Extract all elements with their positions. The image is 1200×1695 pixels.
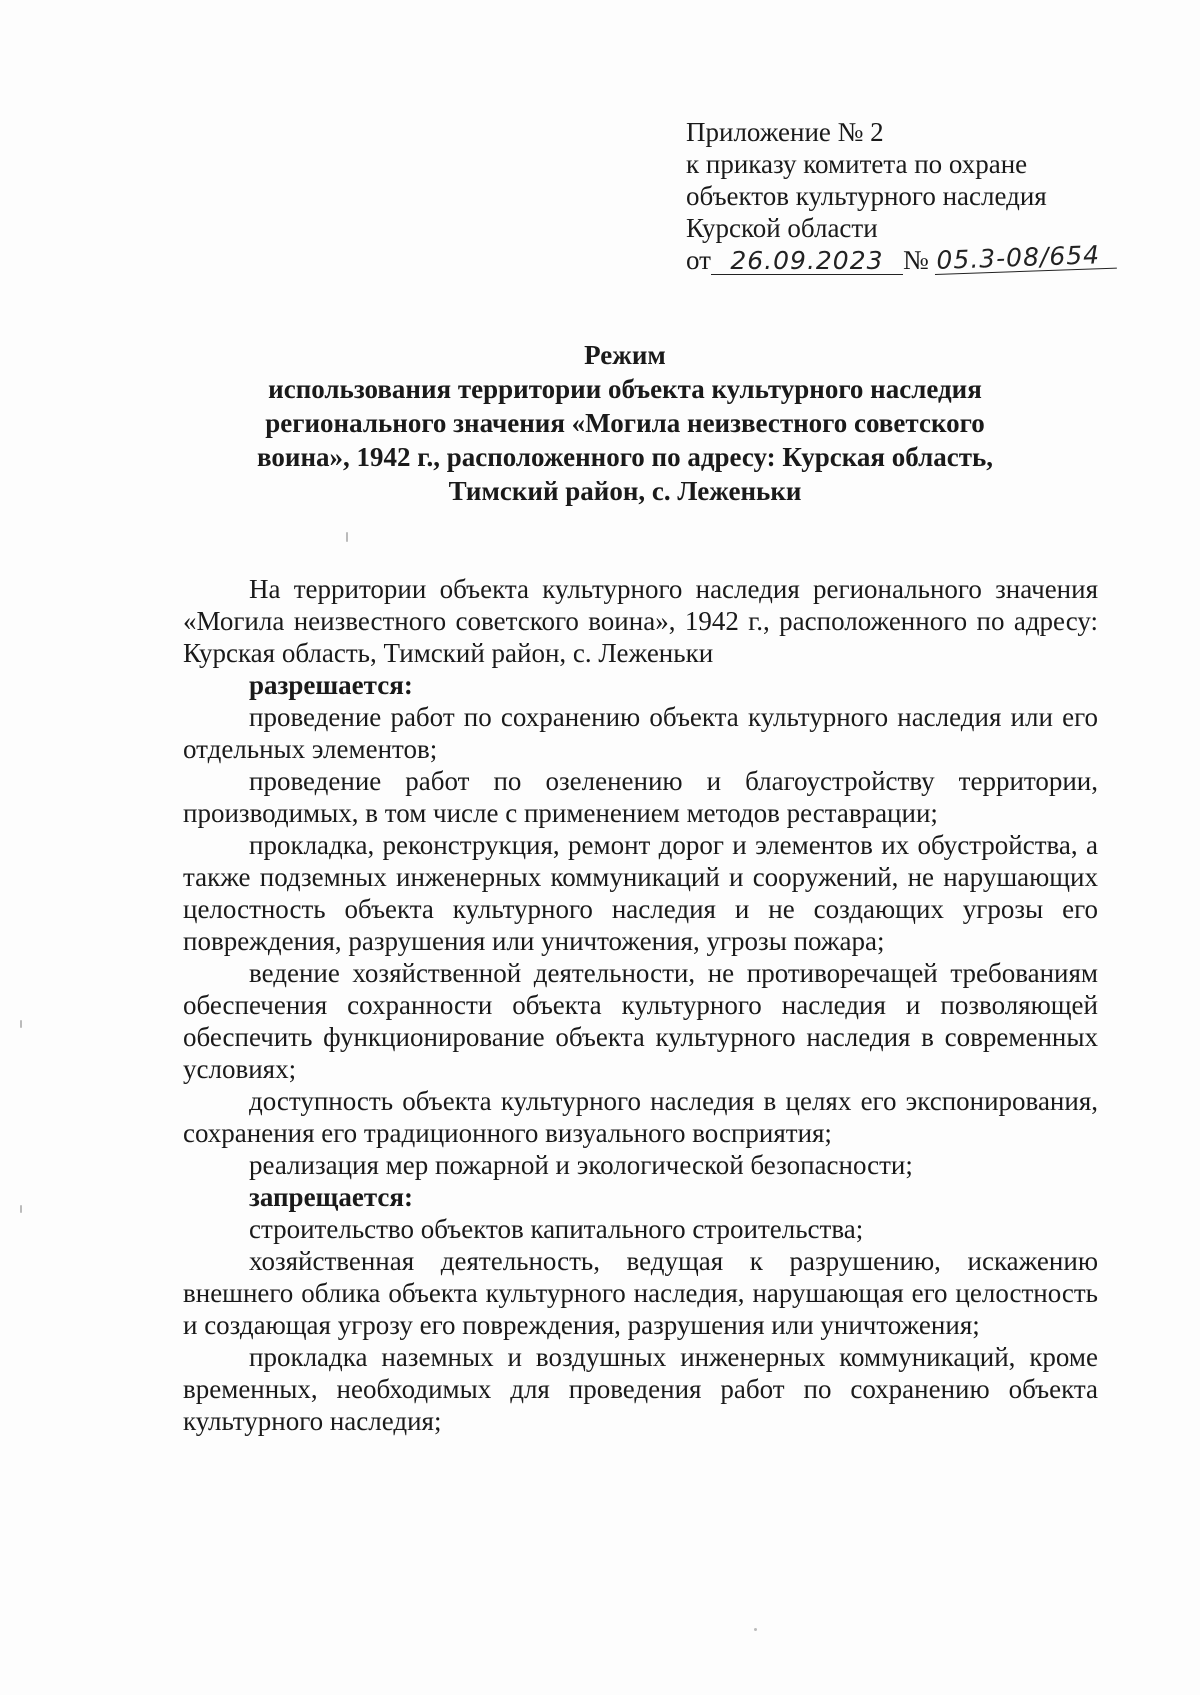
- allowed-item: проведение работ по сохранению объекта культурного наследия или его отдельных элементов;: [183, 702, 1098, 764]
- allowed-item: доступность объекта культурного наследия в целях его экспонирования, сохранения его традиционного визуального восприятия;: [183, 1086, 1098, 1148]
- intro-paragraph: На территории объекта культурного наследия регионального значения «Могила неизвестного советского воина», 1942 г., расположенного по адресу: Курская область, Тимский район, с. Леженьки: [183, 574, 1098, 668]
- forbidden-item: хозяйственная деятельность, ведущая к разрушению, искажению внешнего облика объекта культурного наследия, нарушающая его целостность и создающая угрозу его повреждения, разрушения или уничтожения;: [183, 1246, 1098, 1340]
- appendix-committee: объектов культурного наследия: [686, 181, 1047, 211]
- title-line-1: Режим: [584, 340, 666, 370]
- allowed-item: реализация мер пожарной и экологической безопасности;: [249, 1150, 913, 1180]
- handwritten-date: 26.09.2023: [711, 248, 903, 275]
- allowed-item: проведение работ по озеленению и благоустройству территории, производимых, в том числе с применением методов реставрации;: [183, 766, 1098, 828]
- appendix-number: Приложение № 2: [686, 117, 884, 147]
- from-prefix: от: [686, 245, 711, 275]
- scan-speck: [20, 1205, 22, 1213]
- allowed-item: ведение хозяйственной деятельности, не противоречащей требованиям обеспечения сохранности объекта культурного наследия и позволяющей обеспечить функционирование объекта культурного наследия в современных условиях;: [183, 958, 1098, 1084]
- title-line-5: Тимский район, с. Леженьки: [448, 476, 802, 506]
- forbidden-item: прокладка наземных и воздушных инженерных коммуникаций, кроме временных, необходимых для проведения работ по сохранению объекта культурного наследия;: [183, 1342, 1098, 1436]
- scan-speck: [754, 1628, 757, 1631]
- title-line-3: регионального значения «Могила неизвестного советского: [265, 408, 985, 438]
- scan-speck: [346, 532, 348, 542]
- appendix-block: [686, 116, 1146, 276]
- allowed-item: прокладка, реконструкция, ремонт дорог и элементов их обустройства, а также подземных инженерных коммуникаций и сооружений, не нарушающих целостность объекта культурного наследия и не создающих угрозы его повреждения, разрушения или уничтожения, угрозы пожара;: [183, 830, 1098, 956]
- title-line-4: воина», 1942 г., расположенного по адресу: Курская область,: [256, 442, 994, 472]
- allowed-heading: разрешается:: [249, 670, 413, 700]
- title-line-2: использования территории объекта культурного наследия: [268, 374, 982, 404]
- forbidden-item: строительство объектов капитального строительства;: [249, 1214, 864, 1244]
- appendix-region: Курской области: [686, 213, 878, 243]
- appendix-date-number-line: [686, 240, 1146, 276]
- forbidden-heading: запрещается:: [249, 1182, 414, 1212]
- document-title: [160, 338, 1090, 508]
- number-sign: №: [902, 245, 929, 275]
- document-body: [183, 573, 1098, 1437]
- scan-speck: [20, 1020, 22, 1028]
- handwritten-number: 05.3-08/654: [935, 242, 1118, 275]
- appendix-order-ref: к приказу комитета по охране: [686, 149, 1028, 179]
